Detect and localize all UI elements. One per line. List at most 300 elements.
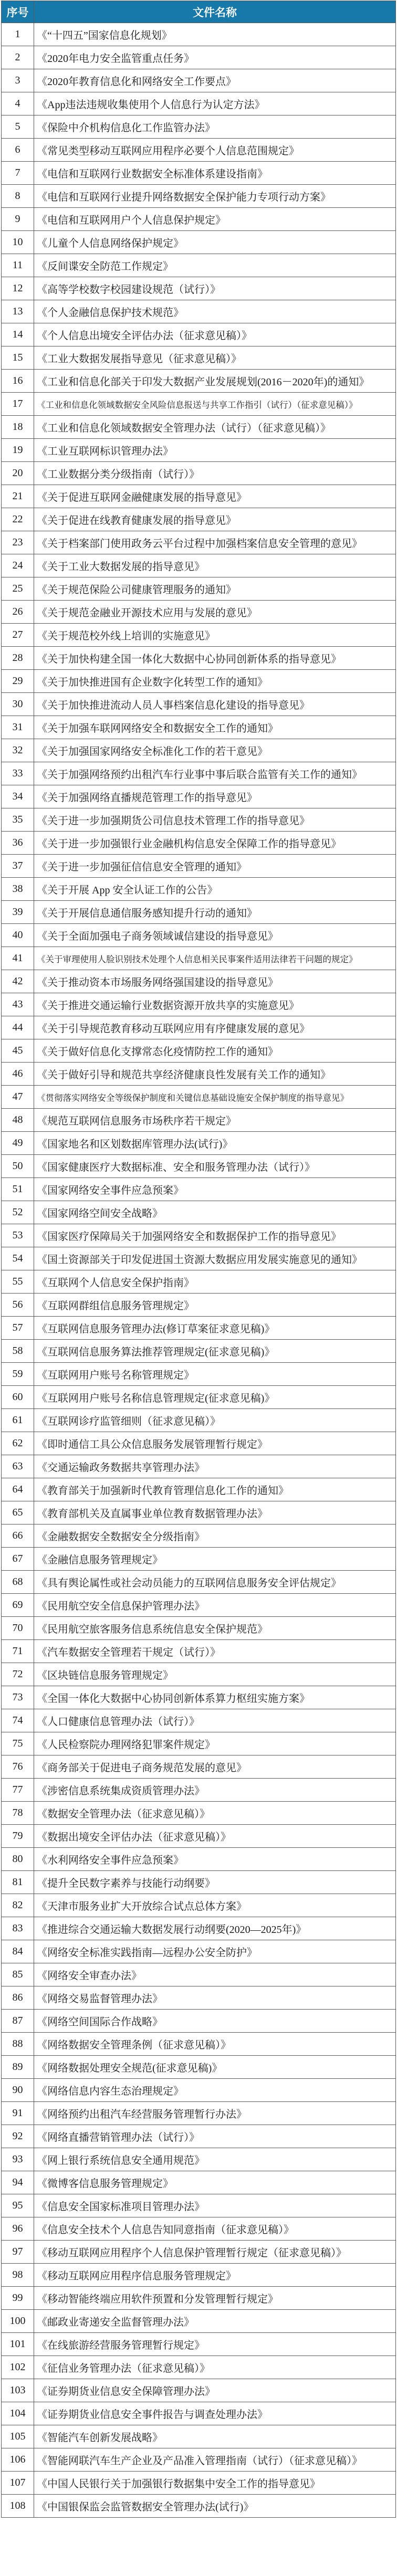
table-row [2,2379,396,2402]
row-index-cell: 84 [2,1940,34,1963]
row-document-title: 《“十四五”国家信息化规划》 [34,23,396,46]
table-row [2,115,396,139]
row-document-title: 《互联网信息服务算法推荐管理规定(征求意见稿)》 [34,1340,396,1363]
row-document-title: 《商务部关于促进电子商务规范发展的意见》 [34,1755,396,1779]
row-document-title: 《关于加快推进国有企业数字化转型工作的通知》 [34,670,396,693]
row-document-title: 《工业数据分类分级指南（试行）》 [34,462,396,485]
row-document-title: 《工业和信息化领域数据安全管理办法（试行）（征求意见稿）》 [34,416,396,439]
row-document-title: 《网络直播营销管理办法（试行）》 [34,2125,396,2148]
table-row [2,2264,396,2287]
row-index-cell: 25 [2,577,34,601]
row-document-title: 《民用航空安全信息保护管理办法》 [34,1594,396,1617]
row-index-cell: 35 [2,808,34,832]
row-index-cell: 88 [2,2033,34,2056]
row-index-cell: 11 [2,254,34,277]
row-document-title: 《邮政业寄递安全监督管理办法》 [34,2310,396,2333]
row-index-cell: 8 [2,185,34,208]
row-document-title: 《涉密信息系统集成资质管理办法》 [34,1779,396,1802]
table-row [2,901,396,924]
table-row [2,832,396,855]
row-index-cell: 3 [2,69,34,92]
column-header-index: 序号 [2,1,34,23]
table-row [2,531,396,554]
row-index-cell: 77 [2,1779,34,1802]
table-row [2,439,396,462]
row-document-title: 《关于加强网络直播规范管理工作的指导意见》 [34,785,396,808]
table-row [2,855,396,878]
row-index-cell: 93 [2,2148,34,2171]
document-list-table [1,1,396,2518]
row-document-title: 《保险中介机构信息化工作监管办法》 [34,115,396,139]
table-row [2,2102,396,2125]
row-index-cell: 52 [2,1201,34,1224]
row-index-cell: 105 [2,2425,34,2448]
table-row [2,1894,396,1917]
row-index-cell: 36 [2,832,34,855]
row-document-title: 《提升全民数字素养与技能行动纲要》 [34,1871,396,1894]
row-document-title: 《天津市服务业扩大开放综合试点总体方案》 [34,1894,396,1917]
table-row [2,1132,396,1155]
row-document-title: 《关于引导规范教育移动互联网应用有序健康发展的意见》 [34,1016,396,1039]
row-index-cell: 85 [2,1963,34,1986]
table-row [2,762,396,785]
row-document-title: 《数据安全管理办法（征求意见稿）》 [34,1802,396,1825]
row-document-title: 《个人金融信息保护技术规范》 [34,300,396,323]
row-index-cell: 53 [2,1224,34,1247]
row-index-cell: 106 [2,2448,34,2472]
table-row [2,1063,396,1086]
row-index-cell: 57 [2,1317,34,1340]
row-index-cell: 82 [2,1894,34,1917]
row-index-cell: 55 [2,1270,34,1294]
row-document-title: 《关于开展信息通信服务感知提升行动的通知》 [34,901,396,924]
row-index-cell: 58 [2,1340,34,1363]
row-document-title: 《规范互联网信息服务市场秩序若干规定》 [34,1109,396,1132]
table-row [2,1340,396,1363]
row-document-title: 《国家健康医疗大数据标准、安全和服务管理办法（试行）》 [34,1155,396,1178]
row-document-title: 《互联网群组信息服务管理规定》 [34,1294,396,1317]
table-row [2,1155,396,1178]
row-document-title: 《网络空间国际合作战略》 [34,2010,396,2033]
table-row [2,1455,396,1478]
table-row [2,1963,396,1986]
table-row [2,1617,396,1640]
table-row [2,1548,396,1571]
row-document-title: 《推进综合交通运输大数据发展行动纲要(2020—2025年)》 [34,1917,396,1940]
table-row [2,1201,396,1224]
table-row [2,1663,396,1686]
table-row [2,577,396,601]
row-document-title: 《电信和互联网用户个人信息保护规定》 [34,208,396,231]
row-index-cell: 32 [2,739,34,762]
row-index-cell: 41 [2,947,34,970]
table-row [2,1224,396,1247]
row-document-title: 《工业互联网标识管理办法》 [34,439,396,462]
row-document-title: 《关于审理使用人脸识别技术处理个人信息相关民事案件适用法律若干问题的规定》 [34,947,396,970]
table-row [2,1524,396,1548]
row-document-title: 《智能汽车创新发展战略》 [34,2425,396,2448]
table-row [2,1039,396,1063]
row-document-title: 《网络安全审查办法》 [34,1963,396,1986]
row-index-cell: 63 [2,1455,34,1478]
row-document-title: 《儿童个人信息网络保护规定》 [34,231,396,254]
row-index-cell: 89 [2,2056,34,2079]
row-index-cell: 46 [2,1063,34,1086]
row-index-cell: 30 [2,693,34,716]
row-index-cell: 67 [2,1548,34,1571]
table-row [2,277,396,300]
table-row [2,2495,396,2518]
row-index-cell: 2 [2,46,34,69]
row-document-title: 《电信和互联网行业提升网络数据安全保护能力专项行动方案》 [34,185,396,208]
table-row [2,2079,396,2102]
table-row [2,2056,396,2079]
row-index-cell: 100 [2,2310,34,2333]
table-row [2,1848,396,1871]
row-document-title: 《关于推进交通运输行业数据资源开放共享的实施意见》 [34,993,396,1016]
row-index-cell: 74 [2,1709,34,1732]
table-row [2,2448,396,2472]
row-document-title: 《关于加强网络预约出租汽车行业事中事后联合监管有关工作的通知》 [34,762,396,785]
table-row [2,231,396,254]
table-row [2,1270,396,1294]
table-row [2,300,396,323]
table-row [2,647,396,670]
row-index-cell: 27 [2,624,34,647]
table-row [2,2310,396,2333]
row-index-cell: 56 [2,1294,34,1317]
row-document-title: 《关于做好信息化支撑常态化疫情防控工作的通知》 [34,1039,396,1063]
row-index-cell: 70 [2,1617,34,1640]
row-document-title: 《互联网信息服务管理办法(修订草案征求意见稿)》 [34,1317,396,1340]
row-index-cell: 51 [2,1178,34,1201]
row-document-title: 《网上银行系统信息安全通用规范》 [34,2148,396,2171]
row-index-cell: 40 [2,924,34,947]
row-index-cell: 98 [2,2264,34,2287]
row-index-cell: 81 [2,1871,34,1894]
table-row [2,1178,396,1201]
row-index-cell: 64 [2,1478,34,1501]
table-row [2,2148,396,2171]
table-row [2,924,396,947]
table-row [2,485,396,508]
row-index-cell: 101 [2,2333,34,2356]
row-document-title: 《电信和互联网行业数据安全标准体系建设指南》 [34,162,396,185]
row-index-cell: 7 [2,162,34,185]
row-index-cell: 47 [2,1086,34,1109]
table-row [2,1825,396,1848]
row-index-cell: 79 [2,1825,34,1848]
row-index-cell: 54 [2,1247,34,1270]
row-document-title: 《关于促进互联网金融健康发展的指导意见》 [34,485,396,508]
table-row [2,323,396,346]
row-index-cell: 26 [2,601,34,624]
row-index-cell: 29 [2,670,34,693]
row-document-title: 《互联网用户账号名称管理规定》 [34,1363,396,1386]
row-document-title: 《网络交易监督管理办法》 [34,1986,396,2010]
table-row [2,2241,396,2264]
row-index-cell: 96 [2,2217,34,2241]
row-document-title: 《关于工业大数据发展的指导意见》 [34,554,396,577]
row-index-cell: 5 [2,115,34,139]
row-document-title: 《中国人民银行关于加强银行数据集中安全工作的指导意见》 [34,2472,396,2495]
table-row [2,693,396,716]
row-document-title: 《2020年教育信息化和网络安全工作要点》 [34,69,396,92]
row-document-title: 《关于全面加强电子商务领域诚信建设的指导意见》 [34,924,396,947]
row-document-title: 《证券期货业信息安全事件报告与调查处理办法》 [34,2402,396,2425]
table-row [2,785,396,808]
table-row [2,2287,396,2310]
table-row [2,1802,396,1825]
row-index-cell: 13 [2,300,34,323]
row-index-cell: 91 [2,2102,34,2125]
row-document-title: 《即时通信工具公众信息服务发展管理暂行规定》 [34,1432,396,1455]
row-document-title: 《人民检察院办理网络犯罪案件规定》 [34,1732,396,1755]
row-document-title: 《互联网个人信息安全保护指南》 [34,1270,396,1294]
table-row [2,993,396,1016]
row-index-cell: 86 [2,1986,34,2010]
row-document-title: 《关于加强车联网网络安全和数据安全工作的通知》 [34,716,396,739]
row-document-title: 《国家医疗保障局关于加强网络安全和数据保护工作的指导意见》 [34,1224,396,1247]
table-row [2,1478,396,1501]
row-document-title: 《教育部关于加强新时代教育管理信息化工作的通知》 [34,1478,396,1501]
row-document-title: 《工业和信息化领域数据安全风险信息报送与共享工作指引（试行）（征求意见稿）》 [34,393,396,416]
row-index-cell: 33 [2,762,34,785]
row-document-title: 《工业和信息化部关于印发大数据产业发展规划(2016－2020年)的通知》 [34,370,396,393]
table-row [2,1732,396,1755]
row-document-title: 《国家地名和区划数据库管理办法(试行)》 [34,1132,396,1155]
table-row [2,2333,396,2356]
table-row [2,1640,396,1663]
table-row [2,2217,396,2241]
row-document-title: 《具有舆论属性或社会动员能力的互联网信息服务安全评估规定》 [34,1571,396,1594]
row-index-cell: 76 [2,1755,34,1779]
row-document-title: 《高等学校数字校园建设规范（试行）》 [34,277,396,300]
table-row [2,1317,396,1340]
table-row [2,2125,396,2148]
row-document-title: 《关于进一步加强征信信息安全管理的通知》 [34,855,396,878]
row-index-cell: 37 [2,855,34,878]
row-document-title: 《关于促进在线教育健康发展的指导意见》 [34,508,396,531]
row-document-title: 《金融数据安全数据安全分级指南》 [34,1524,396,1548]
table-row [2,2472,396,2495]
row-document-title: 《关于开展 App 安全认证工作的公告》 [34,878,396,901]
row-index-cell: 31 [2,716,34,739]
row-document-title: 《关于规范金融业开源技术应用与发展的意见》 [34,601,396,624]
table-row [2,508,396,531]
column-header-filename: 文件名称 [34,1,396,23]
table-row [2,2010,396,2033]
row-document-title: 《移动智能终端应用软件预置和分发管理暂行规定》 [34,2287,396,2310]
row-index-cell: 16 [2,370,34,393]
row-document-title: 《交通运输政务数据共享管理办法》 [34,1455,396,1478]
table-row [2,462,396,485]
row-document-title: 《贯彻落实网络安全等级保护制度和关键信息基础设施安全保护制度的指导意见》 [34,1086,396,1109]
table-row [2,878,396,901]
row-document-title: 《移动互联网应用程序信息服务管理规定》 [34,2264,396,2287]
table-row [2,947,396,970]
table-row [2,739,396,762]
row-document-title: 《关于档案部门使用政务云平台过程中加强档案信息安全管理的意见》 [34,531,396,554]
row-index-cell: 42 [2,970,34,993]
table-row [2,1940,396,1963]
table-header [2,1,396,23]
row-index-cell: 104 [2,2402,34,2425]
row-index-cell: 90 [2,2079,34,2102]
table-row [2,601,396,624]
table-row [2,1016,396,1039]
row-index-cell: 38 [2,878,34,901]
row-index-cell: 28 [2,647,34,670]
row-document-title: 《水利网络安全事件应急预案》 [34,1848,396,1871]
table-row [2,2402,396,2425]
row-document-title: 《关于加快构建全国一体化大数据中心协同创新体系的指导意见》 [34,647,396,670]
row-document-title: 《网络数据处理安全规范(征求意见稿)》 [34,2056,396,2079]
row-document-title: 《数据出境安全评估办法（征求意见稿）》 [34,1825,396,1848]
row-document-title: 《网络预约出租汽车经营服务管理暂行办法》 [34,2102,396,2125]
row-document-title: 《个人信息出境安全评估办法（征求意见稿）》 [34,323,396,346]
row-document-title: 《在线旅游经营服务管理暂行规定》 [34,2333,396,2356]
row-index-cell: 95 [2,2194,34,2217]
row-index-cell: 1 [2,23,34,46]
row-document-title: 《关于进一步加强银行业金融机构信息安全保障工作的指导意见》 [34,832,396,855]
row-index-cell: 24 [2,554,34,577]
table-row [2,162,396,185]
row-index-cell: 34 [2,785,34,808]
table-row [2,808,396,832]
row-index-cell: 20 [2,462,34,485]
row-index-cell: 39 [2,901,34,924]
row-index-cell: 6 [2,139,34,162]
row-document-title: 《教育部机关及直属事业单位教育数据管理办法》 [34,1501,396,1524]
table-row [2,1363,396,1386]
table-row [2,970,396,993]
row-index-cell: 80 [2,1848,34,1871]
row-document-title: 《互联网用户账号名称信息管理规定(征求意见稿)》 [34,1386,396,1409]
row-document-title: 《金融信息服务管理规定》 [34,1548,396,1571]
table-row [2,393,396,416]
table-row [2,554,396,577]
table-row [2,370,396,393]
row-document-title: 《证券期货业信息安全保障管理办法》 [34,2379,396,2402]
row-index-cell: 107 [2,2472,34,2495]
table-row [2,254,396,277]
row-index-cell: 9 [2,208,34,231]
row-document-title: 《中国银保监会监管数据安全管理办法(试行)》 [34,2495,396,2518]
row-index-cell: 14 [2,323,34,346]
row-index-cell: 61 [2,1409,34,1432]
row-index-cell: 49 [2,1132,34,1155]
row-index-cell: 69 [2,1594,34,1617]
row-document-title: 《国家网络安全事件应急预案》 [34,1178,396,1201]
table-row [2,716,396,739]
row-document-title: 《网络数据安全管理条例（征求意见稿）》 [34,2033,396,2056]
table-row [2,1594,396,1617]
table-row [2,2033,396,2056]
row-document-title: 《关于推动资本市场服务网络强国建设的指导意见》 [34,970,396,993]
row-document-title: 《民用航空旅客服务信息系统信息安全保护规范》 [34,1617,396,1640]
row-index-cell: 50 [2,1155,34,1178]
row-index-cell: 66 [2,1524,34,1548]
row-index-cell: 71 [2,1640,34,1663]
row-document-title: 《关于做好引导和规范共享经济健康良性发展有关工作的通知》 [34,1063,396,1086]
header-row [2,1,396,23]
row-index-cell: 19 [2,439,34,462]
row-index-cell: 22 [2,508,34,531]
row-document-title: 《信息安全技术个人信息告知同意指南（征求意见稿）》 [34,2217,396,2241]
table-row [2,208,396,231]
row-index-cell: 10 [2,231,34,254]
table-row [2,2356,396,2379]
row-index-cell: 102 [2,2356,34,2379]
row-document-title: 《征信业务管理办法（征求意见稿）》 [34,2356,396,2379]
row-document-title: 《国家网络空间安全战略》 [34,1201,396,1224]
row-document-title: 《网络信息内容生态治理规定》 [34,2079,396,2102]
table-row [2,2194,396,2217]
row-document-title: 《工业大数据发展指导意见（征求意见稿）》 [34,346,396,370]
table-row [2,1779,396,1802]
row-index-cell: 62 [2,1432,34,1455]
table-row [2,2425,396,2448]
row-document-title: 《移动互联网应用程序个人信息保护管理暂行规定（征求意见稿）》 [34,2241,396,2264]
row-index-cell: 48 [2,1109,34,1132]
table-row [2,1686,396,1709]
row-document-title: 《国土资源部关于印发促进国土资源大数据应用发展实施意见的通知》 [34,1247,396,1270]
row-document-title: 《微博客信息服务管理规定》 [34,2171,396,2194]
row-index-cell: 75 [2,1732,34,1755]
row-document-title: 《人口健康信息管理办法（试行）》 [34,1709,396,1732]
table-row [2,1986,396,2010]
row-index-cell: 73 [2,1686,34,1709]
row-document-title: 《关于规范校外线上培训的实施意见》 [34,624,396,647]
row-index-cell: 21 [2,485,34,508]
table-row [2,624,396,647]
row-document-title: 《汽车数据安全管理若干规定（试行）》 [34,1640,396,1663]
row-index-cell: 99 [2,2287,34,2310]
row-document-title: 《关于规范保险公司健康管理服务的通知》 [34,577,396,601]
table-row [2,1409,396,1432]
row-document-title: 《App违法违规收集使用个人信息行为认定方法》 [34,92,396,115]
table-row [2,1501,396,1524]
table-row [2,1709,396,1732]
row-index-cell: 15 [2,346,34,370]
table-row [2,670,396,693]
row-document-title: 《常见类型移动互联网应用程序必要个人信息范围规定》 [34,139,396,162]
table-row [2,346,396,370]
row-document-title: 《关于加快推进流动人员人事档案信息化建设的指导意见》 [34,693,396,716]
row-document-title: 《反间谍安全防范工作规定》 [34,254,396,277]
row-index-cell: 44 [2,1016,34,1039]
table-row [2,185,396,208]
table-row [2,139,396,162]
row-index-cell: 23 [2,531,34,554]
table-row [2,1294,396,1317]
table-row [2,1917,396,1940]
table-row [2,1086,396,1109]
row-document-title: 《网络安全标准实践指南—远程办公安全防护》 [34,1940,396,1963]
row-index-cell: 17 [2,393,34,416]
table-row [2,1571,396,1594]
row-document-title: 《关于加强国家网络安全标准化工作的若干意见》 [34,739,396,762]
table-row [2,1432,396,1455]
table-row [2,1109,396,1132]
row-index-cell: 78 [2,1802,34,1825]
row-index-cell: 45 [2,1039,34,1063]
row-index-cell: 92 [2,2125,34,2148]
table-row [2,1871,396,1894]
table-row [2,416,396,439]
row-document-title: 《2020年电力安全监管重点任务》 [34,46,396,69]
